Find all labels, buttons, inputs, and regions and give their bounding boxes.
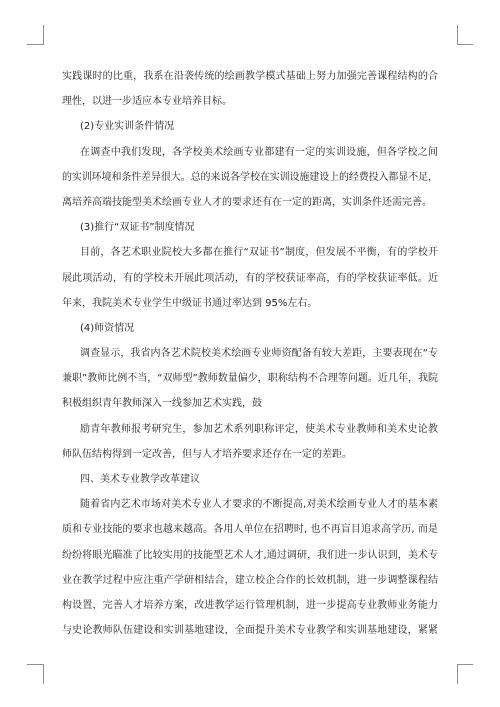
text-line: 构设置，完善人才培养方案，改进教学运行管理机制，进一步提高专业教师业务能力 <box>62 599 439 611</box>
text-line: 积极组织青年教师深入一线参加艺术实践，鼓 <box>62 398 262 410</box>
crop-mark-line <box>27 44 44 45</box>
crop-mark-line <box>457 664 458 684</box>
text-line: 纷纷将眼光瞄准了比较实用的技能型艺术人才,通过调研，我们进一步认识到，美术专 <box>62 549 439 561</box>
subsection-heading-text: (2)专业实训条件情况 <box>80 121 175 133</box>
crop-mark-line <box>43 25 44 45</box>
subsection-heading <box>62 215 438 240</box>
subsection-heading <box>62 316 438 341</box>
subsection-heading-text: (4)师资情况 <box>80 322 135 334</box>
text-line: 在调查中我们发现，各学校美术绘画专业都建有一定的实训设施，但各学校之间 <box>80 146 439 158</box>
crop-mark-line <box>457 25 458 45</box>
text-line: 展此项活动，有的学校未开展此项活动，有的学校获证率高，有的学校获证率低。近 <box>62 272 439 284</box>
paragraph <box>62 240 438 316</box>
text-line: 兼职”教师比例不当，“双师型”教师数量偏少，职称结构不合理等问题。近几年，我院 <box>62 373 439 385</box>
paragraph <box>62 140 438 216</box>
text-line: 目前，各艺术职业院校大多都在推行“双证书”制度，但发展不平衡，有的学校开 <box>80 247 439 259</box>
text-line: 业在教学过程中应注重产学研相结合，建立校企合作的长效机制，进一步调整课程结 <box>62 574 439 586</box>
subsection-heading-text: (3)推行“双证书”制度情况 <box>80 222 195 234</box>
text-line: 与史论教师队伍建设和实训基地建设，全面提升美术专业教学和实训基地建设，紧紧 <box>62 625 439 637</box>
paragraph <box>62 417 438 467</box>
crop-mark-line <box>457 664 473 665</box>
crop-mark-line <box>43 664 44 684</box>
text-line: 调查显示，我省内各艺术院校美术绘画专业师资配备有较大差距，主要表现在“专 <box>80 348 439 360</box>
text-line: 师队伍结构得到一定改善，但与人才培养要求还存在一定的差距。 <box>62 448 352 460</box>
text-line: 实践课时的比重，我系在沿袭传统的绘画教学模式基础上努力加强完善课程结构的合 <box>62 71 439 82</box>
subsection-heading <box>62 114 438 139</box>
section-heading <box>62 467 438 492</box>
document-body <box>62 64 438 643</box>
crop-mark-line <box>27 664 44 665</box>
text-line: 质和专业技能的要求也越来越高。各用人单位在招聘时, 也不再盲目追求高学历, 而是 <box>62 524 439 536</box>
paragraph <box>62 492 438 643</box>
text-line: 励青年教师报考研究生，参加艺术系列职称评定，使美术专业教师和美术史论教 <box>80 423 439 435</box>
crop-mark-line <box>457 44 473 45</box>
text-line: 理性，以进一步适应本专业培养目标。 <box>62 96 232 108</box>
paragraph <box>62 64 438 114</box>
text-line: 的实训环境和条件差异很大。总的来说各学校在实训设施建设上的经费投入都显不足， <box>62 171 438 183</box>
text-line: 随着省内艺术市场对美术专业人才要求的不断提高,对美术绘画专业人才的基本素 <box>80 499 439 511</box>
text-line: 年来，我院美术专业学生中级证书通过率达到 95%左右。 <box>62 297 318 309</box>
paragraph <box>62 341 438 417</box>
text-line: 离培养高端技能型美术绘画专业人才的要求还有在一定的距离，实训条件还需完善。 <box>62 196 432 208</box>
section-heading-text: 四、美术专业教学改革建议 <box>80 474 200 485</box>
